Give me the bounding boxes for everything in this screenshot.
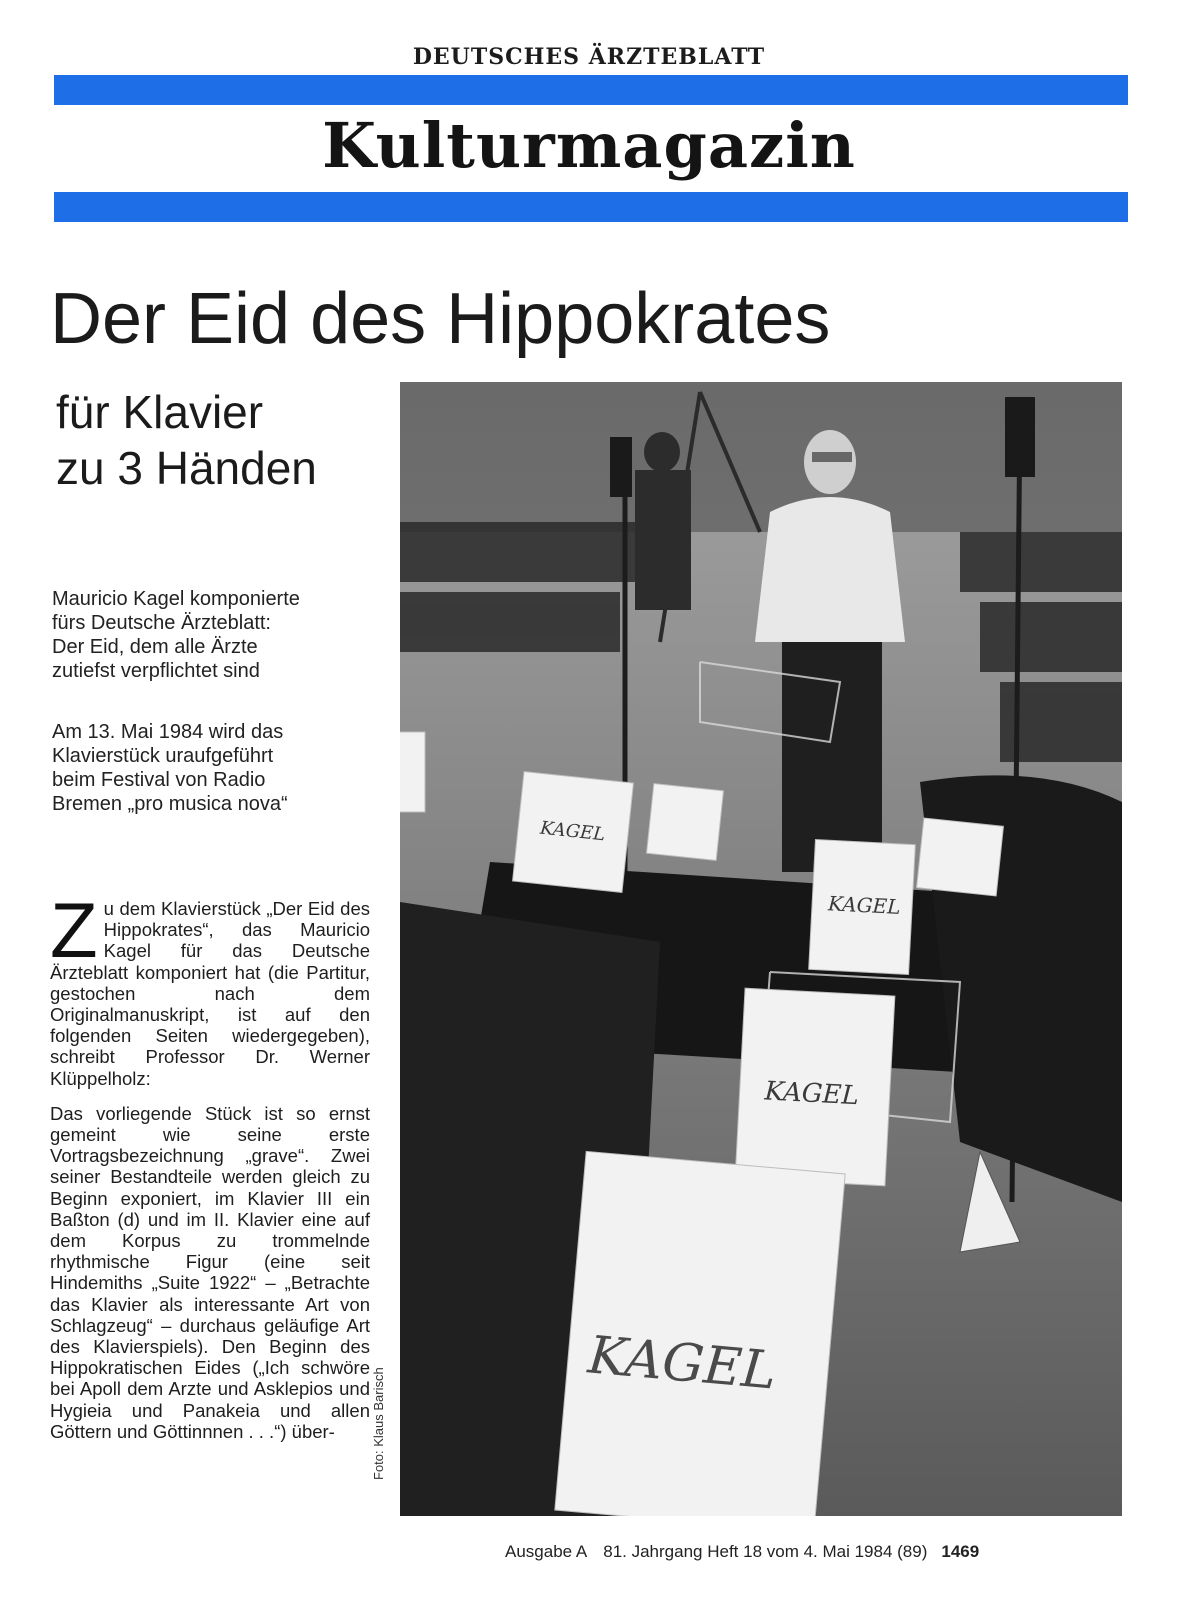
page-number: 1469 bbox=[941, 1542, 980, 1561]
body-paragraph: Das vorliegende Stück ist so ernst gemeint wie seine erste Vortragsbezeichnung „grave“. Zwei seiner Bestandteile werden gleich zu Beginn exponiert, im Klavier III ein Baßton (d) und im II. Klavier eine auf dem Korpus zu trommelnde rhythmische Figur (eine seit Hindemiths „Suite 1922“ – „Betrachte das Klavier als interessante Art von Schlagzeug“ – durchaus geläufige Art des Klavierspiels). Den Beginn des Hippokratischen Eides („Ich schwöre bei Apoll dem Arzte und Asklepios und Hygieia und Panakeia und allen Göttern und Göttinnnen . . .“) über- bbox=[50, 1102, 370, 1442]
premiere-note bbox=[52, 720, 370, 816]
article-body bbox=[50, 886, 370, 1456]
section-title: Kulturmagazin bbox=[322, 109, 856, 182]
lead-line: Mauricio Kagel komponierte bbox=[52, 588, 300, 610]
lead-line: zutiefst verpflichtet sind bbox=[52, 660, 260, 682]
body-paragraph bbox=[50, 886, 370, 1089]
subhead-line: für Klavier bbox=[56, 386, 264, 438]
headline: Der Eid des Hippokrates bbox=[50, 279, 831, 359]
photo-illustration bbox=[400, 382, 1122, 1516]
article-photo bbox=[400, 382, 1122, 1516]
lead-line: Der Eid, dem alle Ärzte bbox=[52, 636, 258, 658]
premiere-line: beim Festival von Radio bbox=[52, 769, 266, 791]
subhead bbox=[56, 384, 317, 496]
photo-credit: Foto: Klaus Barisch bbox=[371, 1367, 386, 1480]
score-label: KAGEL bbox=[585, 1325, 779, 1402]
lead-paragraph bbox=[52, 587, 370, 683]
masthead: DEUTSCHES ÄRZTEBLATT bbox=[412, 44, 766, 70]
score-label: KAGEL bbox=[763, 1076, 860, 1112]
subhead-line: zu 3 Händen bbox=[56, 442, 317, 494]
body-text: u dem Klavierstück „Der Eid des Hippokrates“, das Mauricio Kagel für das Deutsche Ärzteblatt komponiert hat (die Partitur, gestochen nach dem Originalmanuskript, ist auf den folgenden Seiten wiedergegeben), schreibt Professor Dr. Werner Klüppelholz: bbox=[50, 898, 370, 1089]
lead-line: fürs Deutsche Ärzteblatt: bbox=[52, 612, 271, 634]
issue-info: 81. Jahrgang Heft 18 vom 4. Mai 1984 (89) bbox=[603, 1542, 928, 1561]
edition-label: Ausgabe A bbox=[505, 1542, 588, 1561]
score-label: KAGEL bbox=[827, 891, 902, 919]
premiere-line: Klavierstück uraufgeführt bbox=[52, 745, 274, 767]
drop-cap: Z bbox=[50, 886, 98, 974]
premiere-line: Am 13. Mai 1984 wird das bbox=[52, 721, 284, 743]
premiere-line: Bremen „pro musica nova“ bbox=[52, 793, 288, 815]
accent-bar-top bbox=[54, 75, 1128, 105]
accent-bar-bottom bbox=[54, 192, 1128, 222]
page-footer bbox=[505, 1542, 979, 1562]
score-label: KAGEL bbox=[539, 817, 607, 846]
